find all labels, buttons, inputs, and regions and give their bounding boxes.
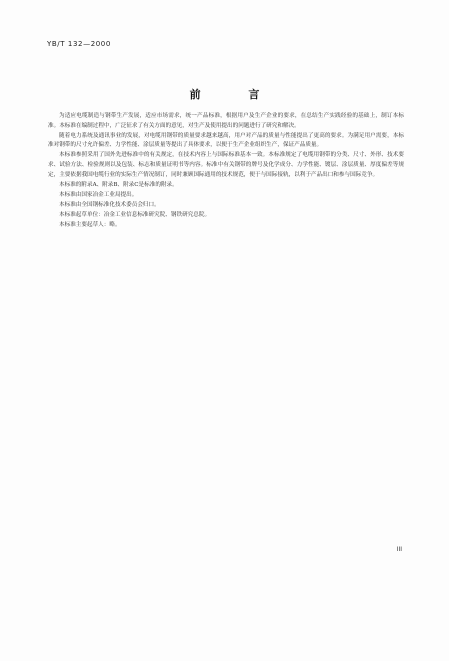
page-title: 前 言 — [189, 88, 282, 101]
paragraph: 本标准参照采用了国外先进标准中的有关规定，在技术内容上与国际标准基本一致。本标准规定了电缆用钢带的分类、尺寸、外形、技术要求、试验方法、检验规则以及包装、标志和质量证明书等内容。标准中有关钢带的牌号及化学成分、力学性能、镀层、涂层质量、厚度偏差等规定，主要依据我国电缆行业的实际生产情况制订，同时兼顾国际通用的技术规范，便于与国际接轨，以利于产品出口和参与国际竞争。 — [48, 152, 404, 178]
paragraph: 为适应电缆制造与钢带生产发展，适应市场需求，统一产品标准，根据用户及生产企业的要求，在总结生产实践经验的基础上，制订本标准。本标准在编制过程中，广泛征求了有关方面的意见，对生产及使用提出的问题进行了研究和解决。 — [48, 113, 404, 129]
paragraph: 本标准由国家冶金工业局提出。 — [59, 191, 138, 198]
foreword-body — [48, 112, 404, 231]
paragraph: 本标准的附录A、附录B、附录C是标准的附录。 — [59, 181, 178, 188]
paragraph: 本标准由全国钢标准化技术委员会归口。 — [59, 201, 160, 208]
standard-number: YB/T 132—2000 — [47, 40, 111, 48]
page-number: III — [396, 546, 402, 553]
paragraph: 本标准主要起草人：略。 — [59, 222, 121, 229]
paragraph: 本标准起草单位：冶金工业信息标准研究院、钢铁研究总院。 — [59, 211, 211, 218]
paragraph: 随着电力系统及通讯事业的发展，对电缆用钢带的质量要求越来越高，用户对产品的质量与性能提出了更高的要求。为满足用户需要，本标准对钢带的尺寸允许偏差、力学性能、涂层质量等提出了具体要求，以便于生产企业组织生产，保证产品质量。 — [48, 132, 404, 149]
